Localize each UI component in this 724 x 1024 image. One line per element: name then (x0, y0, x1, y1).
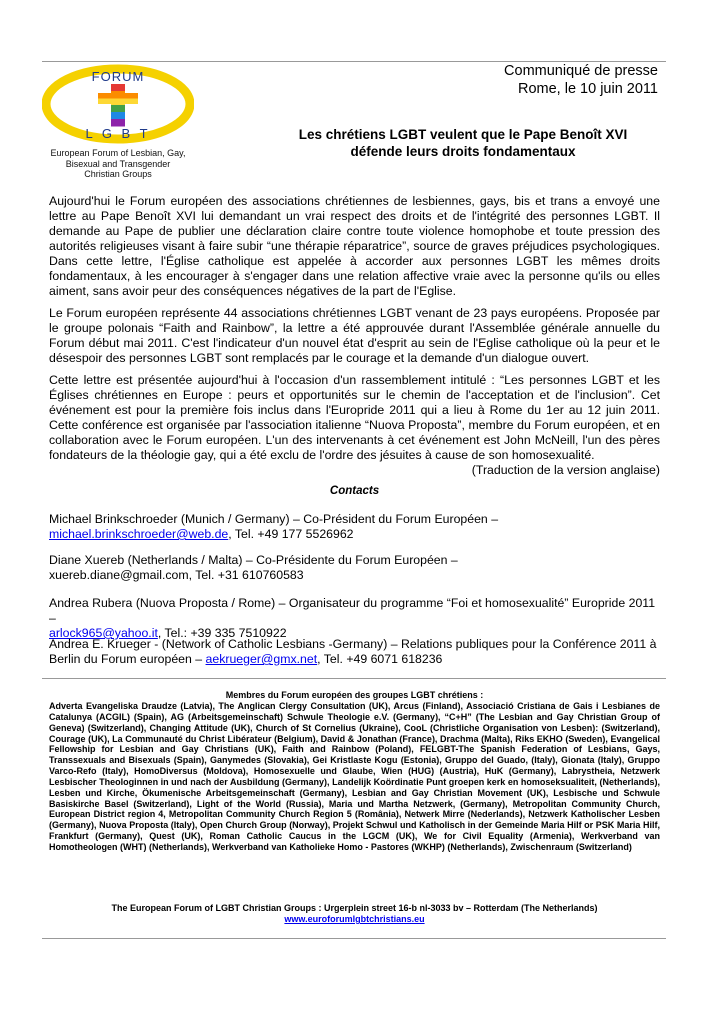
title-line: défende leurs droits fondamentaux (350, 144, 576, 159)
contacts-heading: Contacts (329, 485, 380, 497)
logo-bottom-word: L G B T (85, 126, 151, 141)
contact-4 (49, 637, 660, 667)
members-heading: Membres du Forum européen des groupes LGBT chrétiens : (225, 690, 484, 700)
contact-4-text: Andrea E. Krueger - (Network of Catholic Lesbians -Germany) – Relations publiques pour la Conférence 2011 à (49, 637, 657, 651)
contact-1-line2 (49, 527, 660, 542)
email-link[interactable]: aekrueger@gmx.net (205, 652, 318, 666)
forum-logo (42, 64, 212, 179)
contact-phone: , Tel. +49 177 5526962 (228, 527, 354, 541)
paragraph-1: Aujourd'hui le Forum européen des associations chrétiennes de lesbiennes, gays, bis et trans a envoyé une lettre au Pape Benoît XVI lui demandant un vrai respect des droits et de l'intégrité des personnes LGBT. Il demande au Pape de publier une déclaration claire contre toute violence homophobe et toute pression des autorités religieuses visant à faire subir “une thérapie réparatrice”, source de graves préjudices psychologiques. Dans cette lettre, l'Église catholique est appelée à accorder aux personnes LGBT les mêmes droits fondamentaux, à les encourager à s'engager dans une relation affective vraie avec la personne qu'ils ou elles aiment, sans avoir peur des conséquences négatives de la part de l'Eglise. (49, 194, 660, 298)
footer (49, 903, 660, 925)
contact-3 (49, 596, 660, 641)
paragraph-2: Le Forum européen représente 44 associations chrétiennes LGBT venant de 23 pays européens. Proposée par le groupe polonais “Faith and Rainbow”, la lettre a été approuvée durant l'Assemblée générale annuelle du Forum début mai 2011. C'est l'indicateur d'un nouvel état d'esprit au sein de l'Eglise catholique où la peur et le désespoir des personnes LGBT sont remplacés par le courage et la demande d'un dialogue ouvert. (49, 306, 660, 365)
contact-2-line2: xuereb.diane@gmail.com, Tel. +31 610760583 (49, 568, 304, 582)
cross-bar (98, 99, 138, 105)
contact-2 (49, 553, 660, 583)
cross-stripe (111, 112, 125, 120)
members-rule (42, 678, 666, 679)
footer-address: The European Forum of LGBT Christian Groups : Urgerplein street 16-b nl-3033 bv – Rotterdam (The Netherlands) (111, 903, 598, 913)
press-release-header (504, 62, 658, 98)
logo-caption-line: European Forum of Lesbian, Gay, (50, 148, 186, 158)
logo-caption (42, 148, 194, 180)
cross-stripe (111, 105, 125, 113)
contact-4-line2 (49, 652, 660, 667)
contact-3-text: Andrea Rubera (Nuova Proposta / Rome) – Organisateur du programme “Foi et homosexualité” Europride 2011 – (49, 596, 656, 625)
email-link[interactable]: arlock965@yahoo.it (49, 626, 158, 640)
place-date: Rome, le 10 juin 2011 (518, 81, 658, 97)
email-link[interactable]: michael.brinkschroeder@web.de (49, 527, 229, 541)
rainbow-cross-icon (98, 84, 138, 127)
bottom-rule (42, 938, 666, 939)
contact-4-prefix: Berlin du Forum européen – (49, 652, 206, 666)
contact-phone: , Tel.: +39 335 7510922 (157, 626, 287, 640)
logo-caption-line: Christian Groups (84, 169, 152, 179)
paragraph-3 (49, 373, 660, 478)
page-title (258, 126, 668, 160)
document-type: Communiqué de presse (504, 63, 658, 79)
paragraph-3-text: Cette lettre est présentée aujourd'hui à l'occasion d'un rassemblement intitulé : “Les personnes LGBT et les Églises chrétiennes en Europe : peurs et opportunités sur le chemin de l'acceptation et de l'inclusion”. Cet événement est pour la première fois inclus dans l'Europride 2011 qui a lieu à Rome du 1er au 12 juin 2011. Cette conférence est organisée par l'association italienne “Nuova Proposta”, membre du Forum européen, et en collaboration avec le Forum européen. L'un des intervenants à cet événement est John McNeill, l'un des pères fondateurs de la théologie gay, qui a été exclu de l'ordre des jésuites à cause de son homosexualité. (49, 373, 660, 462)
contact-1-text: Michael Brinkschroeder (Munich / Germany) – Co-Président du Forum Européen – (49, 512, 499, 526)
cross-stripe (111, 84, 125, 92)
contact-1 (49, 512, 660, 542)
website-link[interactable]: www.euroforumlgbtchristians.eu (284, 914, 425, 924)
logo-caption-line: Bisexual and Transgender (65, 158, 171, 169)
logo-top-word: FORUM (91, 69, 145, 84)
title-line: Les chrétiens LGBT veulent que le Pape Benoît XVI (298, 127, 628, 142)
members-list: Adverta Evangeliska Draudze (Latvia), The Anglican Clergy Consultation (UK), Arcus (Finland), Associació Cristiana de Gais i Lesbianes de Catalunya (ACGIL) (Spain), AG (Arbeitsgemeinschaft) Schwule Theologie e.V. (Germany), “C+H” (The Lesbian and Gay Christian Group of Geneva) (Switzerland), Changing Attitude (UK), Church of St Cornelius (Ukraine), CooL (Christliche Organisation von Lesben): (Switzerland), Courage (UK), La Communauté du Christ Libérateur (Belgium), David & Jonathan (France), Drachma (Malta), Riks EKHO (Sweden), Evangelical Fellowship for Lesbian and Gay Christians (UK), Faith and Rainbow (Poland), FELGBT-The Spanish Federation of Lesbians, Gays, Transsexuals and Bisexuals (Spain), Ganymedes (Slovakia), Gei Kristlaste Kogu (Estonia), Gruppo del Guado, (Italy), Gionata (Italy), Gruppo Varco-Refo (Italy), HomoDiversus (Moldova), Homosexuelle und Glaube, Wien (HUG) (Austria), HuK (Germany), Labrystheia, Netzwerk Lesbischer Theologinnen in und nach der Ausbildung (Germany), Landelijk Koördinatie Punt groepen kerk en homoseksualiteit, (Netherlands), Lesben und Kirche, Ökumenische Arbeitsgemeinschaft (Germany), Lesbian and Gay Christian Movement (UK), Lesbische und Schwule Basiskirche Basel (Switzerland), Light of the World (Russia), Maria und Martha Netzwerk, (Germany), Metropolitan Community Church, European District region 4, Metropolitan Community Church Region 5 (România), Netwerk Mirre (Nederlands), Netzwerk Katholischer Lesben (Germany), Nuova Proposta (Italy), Open Church Group (Norway), Projekt Schwul und Katholisch in der Gemeinde Maria Hilf or PSK Maria Hilf, Frankfurt (Germany), Quest (UK), Roman Catholic Caucus in the LGCM (UK), We for Civil Equality (Armenia), Werkverband van Homotheologen (WHT) (Netherlands), Werkverband van Katholieke Homo - Pastores (WKHP) (Netherlands), Zwischenraum (Switzerland) (49, 701, 660, 852)
contact-2-text: Diane Xuereb (Netherlands / Malta) – Co-Présidente du Forum Européen – (49, 553, 458, 567)
translation-note: (Traduction de la version anglaise) (471, 463, 660, 477)
contact-phone: , Tel. +49 6071 618236 (317, 652, 443, 666)
